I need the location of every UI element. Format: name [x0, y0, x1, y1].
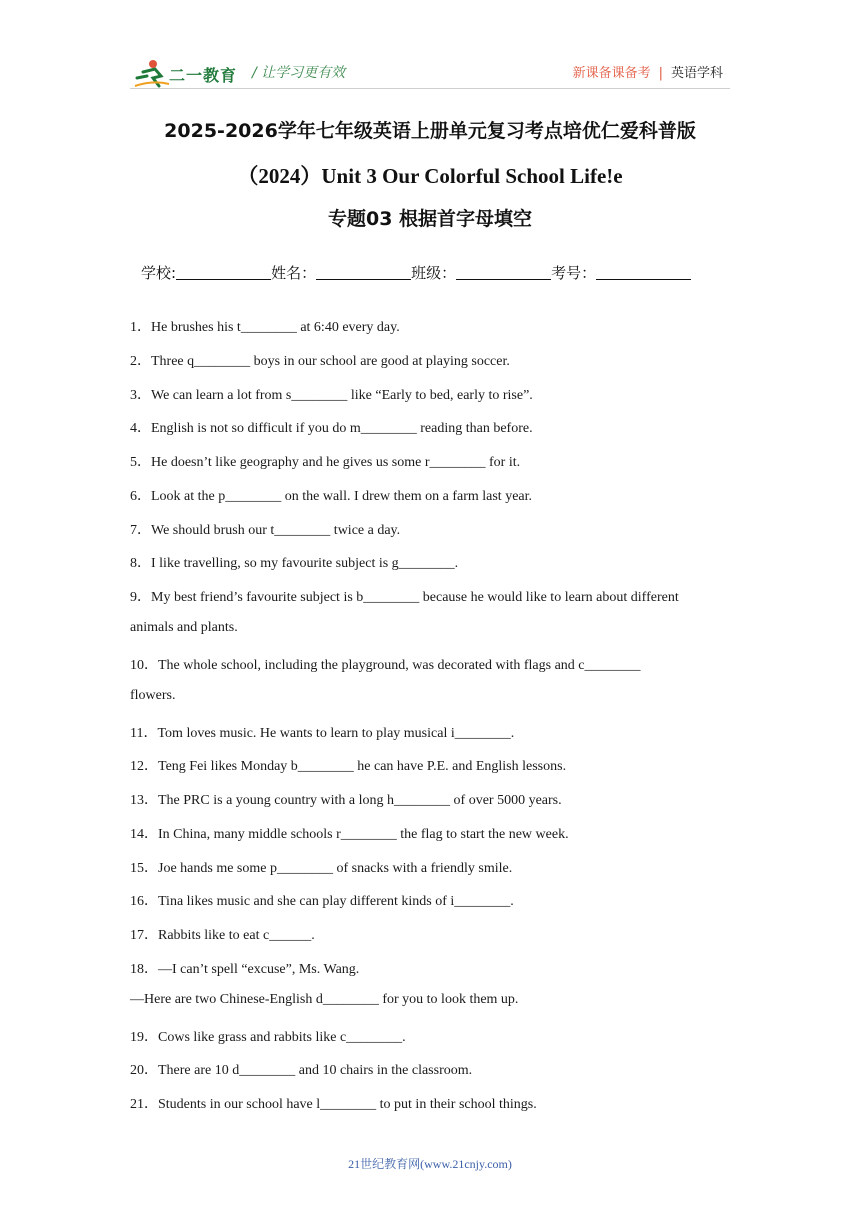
- slogan: / 让学习更有效: [252, 65, 346, 81]
- question-continuation: —Here are two Chinese-English d________ for you to look them up.: [130, 992, 519, 1007]
- header-separator: |: [658, 66, 663, 81]
- question-item: 20．There are 10 d________ and 10 chairs in the classroom.: [130, 1063, 473, 1078]
- question-item: 7．We should brush our t________ twice a day.: [130, 523, 401, 538]
- page-header: [0, 0, 860, 100]
- question-item: 4．English is not so difficult if you do m________ reading than before.: [130, 421, 533, 436]
- header-divider: [130, 88, 730, 89]
- school-label: 学校:: [141, 264, 177, 282]
- question-item: 6．Look at the p________ on the wall. I drew them on a farm last year.: [130, 489, 533, 504]
- name-label: 姓名：: [271, 264, 317, 282]
- question-item: 13．The PRC is a young country with a long h________ of over 5000 years.: [130, 793, 562, 808]
- question-item: 9．My best friend’s favourite subject is b________ because he would like to learn about different: [130, 590, 679, 605]
- header-subject: 英语学科: [670, 66, 723, 81]
- footer-source: 21世纪教育网(www.21cnjy.com): [348, 1157, 512, 1171]
- question-item: 21．Students in our school have l________ to put in their school things.: [130, 1097, 537, 1112]
- question-item: 19．Cows like grass and rabbits like c________.: [130, 1030, 406, 1045]
- question-item: 17．Rabbits like to eat c______.: [130, 928, 315, 943]
- student-info-row: [141, 262, 691, 283]
- doc-topic: 专题03 根据首字母填空: [327, 208, 533, 230]
- school-blank[interactable]: [176, 265, 271, 280]
- header-right: [573, 62, 723, 81]
- question-item: 1．He brushes his t________ at 6:40 every day.: [130, 320, 400, 335]
- question-item: 8．I like travelling, so my favourite subject is g________.: [130, 556, 459, 571]
- question-continuation: flowers.: [130, 688, 176, 703]
- question-item: 16．Tina likes music and she can play different kinds of i________.: [130, 894, 514, 909]
- question-item: 14．In China, many middle schools r________ the flag to start the new week.: [130, 827, 569, 842]
- question-continuation: animals and plants.: [130, 620, 238, 635]
- doc-title: 2025-2026学年七年级英语上册单元复习考点培优仁爱科普版: [164, 120, 696, 142]
- question-item: 18．—I can’t spell “excuse”, Ms. Wang.: [130, 962, 360, 977]
- exam-no-label: 考号：: [551, 264, 597, 282]
- question-item: 3．We can learn a lot from s________ like “Early to bed, early to rise”.: [130, 388, 533, 403]
- exam-no-blank[interactable]: [596, 265, 691, 280]
- question-item: 2．Three q________ boys in our school are good at playing soccer.: [130, 354, 510, 369]
- name-blank[interactable]: [316, 265, 411, 280]
- question-item: 5．He doesn’t like geography and he gives us some r________ for it.: [130, 455, 521, 470]
- header-course-label: 新课备课备考: [572, 66, 651, 81]
- logo-text: 二一教育: [169, 66, 238, 85]
- question-item: 11．Tom loves music. He wants to learn to play musical i________.: [130, 726, 515, 741]
- class-blank[interactable]: [456, 265, 551, 280]
- question-item: 12．Teng Fei likes Monday b________ he can have P.E. and English lessons.: [130, 759, 567, 774]
- doc-subtitle: （2024）Unit 3 Our Colorful School Life!e: [237, 164, 623, 188]
- question-item: 15．Joe hands me some p________ of snacks with a friendly smile.: [130, 861, 513, 876]
- class-label: 班级：: [411, 264, 457, 282]
- question-item: 10．The whole school, including the playground, was decorated with flags and c________: [130, 658, 641, 673]
